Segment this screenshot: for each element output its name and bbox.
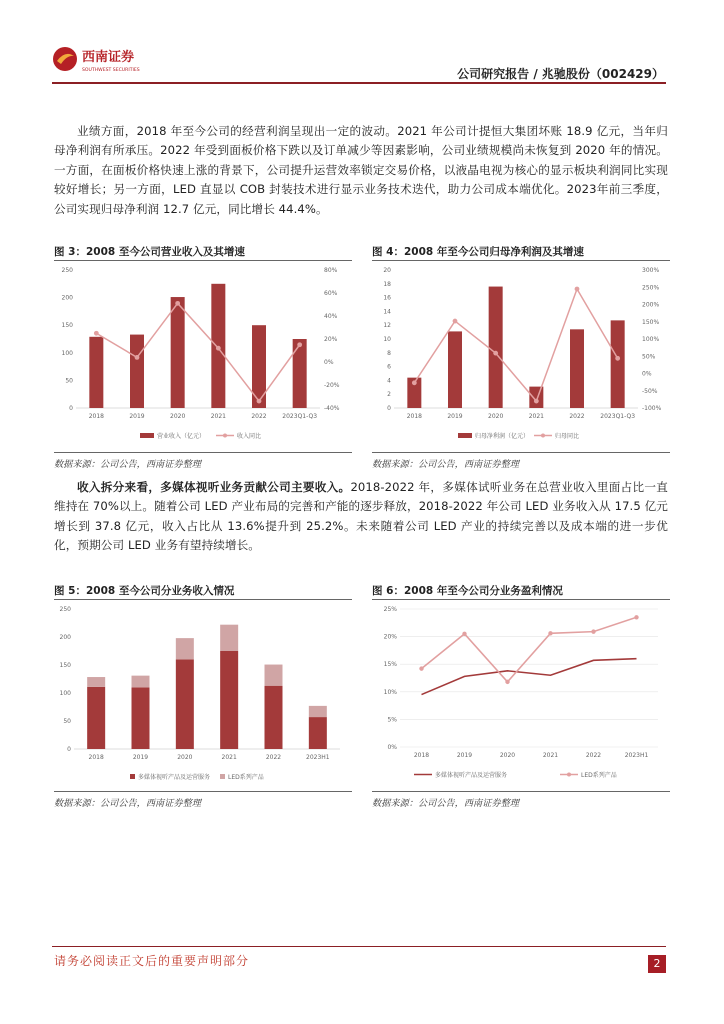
growth-point xyxy=(94,331,99,336)
y2-tick-label: 0% xyxy=(642,370,652,378)
y-tick-label: 10% xyxy=(383,688,397,696)
bar-multimedia xyxy=(132,687,150,749)
bar xyxy=(489,287,503,408)
x-tick-label: 2018 xyxy=(88,413,104,420)
y-tick-label: 50 xyxy=(65,377,73,385)
y2-tick-label: 50% xyxy=(642,353,656,361)
y-tick-label: 8 xyxy=(387,349,391,357)
x-tick-label: 2020 xyxy=(488,413,504,420)
fig6-bottom-rule xyxy=(372,791,670,792)
y-tick-label: 250 xyxy=(61,267,73,274)
y2-tick-label: -50% xyxy=(642,387,658,395)
fig6-title-rule xyxy=(372,599,670,600)
y2-tick-label: 200% xyxy=(642,301,660,309)
bar-led xyxy=(265,665,283,686)
x-tick-label: 2023Q1-Q3 xyxy=(282,413,318,420)
y-tick-label: 6 xyxy=(387,363,391,371)
bar xyxy=(293,339,307,408)
bar-multimedia xyxy=(265,686,283,749)
x-tick-label: 2022 xyxy=(251,413,267,420)
y-tick-label: 2 xyxy=(387,391,391,399)
bar xyxy=(529,387,543,408)
x-tick-label: 2019 xyxy=(132,754,149,761)
bar-multimedia xyxy=(87,687,105,749)
page-number: 2 xyxy=(648,955,666,973)
y-tick-label: 12 xyxy=(383,322,391,330)
y2-tick-label: 250% xyxy=(642,284,660,292)
led-margin-point xyxy=(548,631,552,635)
fig4-title-rule xyxy=(372,260,670,261)
growth-point xyxy=(257,399,262,404)
legend-swatch-dot xyxy=(223,434,227,438)
y-tick-label: 4 xyxy=(387,377,391,385)
y2-tick-label: -100% xyxy=(642,405,662,412)
y2-tick-label: 20% xyxy=(324,336,338,343)
growth-point xyxy=(135,355,140,360)
y2-tick-label: 80% xyxy=(324,267,338,274)
fig6-title: 图 6：2008 年至今公司分业务盈利情况 xyxy=(372,585,563,597)
bar xyxy=(570,329,584,408)
fig5-segment-revenue-chart xyxy=(54,601,352,789)
y2-tick-label: 40% xyxy=(324,313,338,320)
x-tick-label: 2021 xyxy=(542,752,559,759)
y-tick-label: 250 xyxy=(59,606,71,613)
growth-point xyxy=(575,287,580,292)
fig3-title-rule xyxy=(54,260,352,261)
fig3-revenue-chart xyxy=(54,262,352,450)
bar xyxy=(171,297,185,408)
legend-label: 多媒体视听产品及运营服务 xyxy=(435,772,508,779)
x-tick-label: 2018 xyxy=(413,752,430,759)
y-tick-label: 16 xyxy=(383,294,391,302)
fig5-title: 图 5：2008 至今公司分业务收入情况 xyxy=(54,585,235,597)
led-margin-point xyxy=(591,629,595,633)
logo-text: 西南证券 xyxy=(82,50,135,65)
fig4-title: 图 4：2008 年至今公司归母净利润及其增速 xyxy=(372,246,584,258)
paragraph-earnings: 业绩方面，2018 年至今公司的经营利润呈现出一定的波动。2021 年公司计提恒大集团坏账 18.9 亿元，当年归母净利润有所承压。2022 年受到面板价格下跌以及订单减少等因素影响，公司业绩规模尚未恢复到 2020 年的情况。一方面，在面板价格快速上涨的背景下，公司提升运营效率锁定交易价格，以液晶电视为核心的显示板块利润同比实现较好增长；另一方面，LED 直显以 COB 封装技术进行显示业务技术迭代，助力公司成本端优化。2023年前三季度，公司实现归母净利润 12.7 亿元，同比增长 44.4%。 xyxy=(54,124,668,216)
growth-point xyxy=(615,356,620,361)
x-tick-label: 2021 xyxy=(528,413,544,420)
x-tick-label: 2023H1 xyxy=(306,754,330,761)
growth-point xyxy=(216,346,221,351)
y-tick-label: 200 xyxy=(61,294,73,302)
paragraph-revenue-split xyxy=(54,478,668,556)
legend-label: LED系列产品 xyxy=(581,772,617,779)
bar-multimedia xyxy=(309,717,327,749)
legend-swatch-led xyxy=(220,774,225,779)
y-tick-label: 20% xyxy=(383,633,397,641)
fig3-bottom-rule xyxy=(54,452,352,453)
x-tick-label: 2021 xyxy=(210,413,226,420)
footer-divider xyxy=(52,946,666,947)
led-margin-point xyxy=(419,666,423,670)
bar-multimedia xyxy=(220,651,238,749)
led-margin-point xyxy=(505,680,509,684)
x-tick-label: 2021 xyxy=(221,754,237,761)
fig4-source: 数据来源：公司公告，西南证券整理 xyxy=(372,459,519,470)
y-tick-label: 0 xyxy=(387,405,391,412)
x-tick-label: 2023Q1-Q3 xyxy=(600,413,636,420)
y-tick-label: 0 xyxy=(67,746,71,753)
y-tick-label: 0% xyxy=(387,744,397,751)
fig3-title: 图 3：2008 至今公司营业收入及其增速 xyxy=(54,246,245,258)
growth-point xyxy=(493,351,498,356)
y-tick-label: 18 xyxy=(383,280,391,288)
bar-led xyxy=(132,676,150,688)
fig5-source: 数据来源：公司公告，西南证券整理 xyxy=(54,798,201,809)
legend-label: 归母同比 xyxy=(555,433,580,440)
paragraph-revenue-split-lead: 收入拆分来看，多媒体视听业务贡献公司主要收入。 xyxy=(77,480,351,494)
fig4-bottom-rule xyxy=(372,452,670,453)
disclaimer-notice: 请务必阅读正文后的重要声明部分 xyxy=(54,954,250,968)
y2-tick-label: 300% xyxy=(642,267,660,274)
y-tick-label: 10 xyxy=(383,336,391,343)
x-tick-label: 2019 xyxy=(447,413,463,420)
fig5-bottom-rule xyxy=(54,791,352,792)
fig4-netprofit-chart xyxy=(372,262,670,450)
y2-tick-label: 150% xyxy=(642,318,660,326)
legend-swatch-dot xyxy=(541,434,545,438)
bar xyxy=(89,337,103,408)
x-tick-label: 2020 xyxy=(177,754,193,761)
growth-point xyxy=(297,342,302,347)
y2-tick-label: 100% xyxy=(642,336,660,343)
x-tick-label: 2022 xyxy=(265,754,282,761)
y2-tick-label: -20% xyxy=(324,382,340,389)
y-tick-label: 5% xyxy=(387,716,397,724)
y2-tick-label: 60% xyxy=(324,290,338,297)
growth-line xyxy=(96,303,299,401)
legend-label: 收入同比 xyxy=(237,433,262,440)
y-tick-label: 20 xyxy=(383,267,391,274)
bar-led xyxy=(87,677,105,687)
bar xyxy=(130,335,144,408)
growth-line xyxy=(414,289,617,401)
led-margin-line xyxy=(422,617,637,682)
paragraph-revenue-split-body: 2018-2022 年，多媒体试听业务在总营业收入里面占比一直维持在 70%以上。随着公司 LED 产业布局的完善和产能的逐步释放，2018-2022 年公司 LED 业务收入从 17.5 亿元增长到 37.8 亿元，收入占比从 13.6%提升到 25.2%。未来随着公司 LED 产业的持续完善以及成本端的进一步优化，预期公司 LED 业务有望持续增长。 xyxy=(54,480,668,553)
bar-led xyxy=(220,625,238,651)
fig5-title-rule xyxy=(54,599,352,600)
y-tick-label: 50 xyxy=(63,718,71,725)
x-tick-label: 2019 xyxy=(456,752,473,759)
x-tick-label: 2018 xyxy=(88,754,104,761)
x-tick-label: 2019 xyxy=(129,413,145,420)
x-tick-label: 2023H1 xyxy=(624,752,649,759)
bar-led xyxy=(176,638,194,659)
y-tick-label: 150 xyxy=(59,662,71,669)
bar-led xyxy=(309,706,327,717)
y-tick-label: 0 xyxy=(69,405,73,412)
legend-label: 归母净利润（亿元） xyxy=(475,433,530,440)
legend-swatch-bar xyxy=(140,433,154,438)
company-logo xyxy=(52,44,152,74)
bar xyxy=(611,320,625,408)
y-tick-label: 100 xyxy=(61,349,73,357)
x-tick-label: 2018 xyxy=(406,413,422,420)
growth-point xyxy=(412,380,417,385)
growth-point xyxy=(175,301,180,306)
legend-label: LED系列产品 xyxy=(228,774,264,781)
legend-swatch-multimedia xyxy=(130,774,135,779)
header-divider xyxy=(52,82,666,84)
led-margin-point xyxy=(634,615,638,619)
y-tick-label: 14 xyxy=(383,308,391,316)
y2-tick-label: 0% xyxy=(324,359,334,366)
fig6-source: 数据来源：公司公告，西南证券整理 xyxy=(372,798,519,809)
report-header-title: 公司研究报告 / 兆驰股份（002429） xyxy=(457,67,664,81)
x-tick-label: 2020 xyxy=(499,752,516,759)
bar xyxy=(448,331,462,408)
led-margin-point xyxy=(462,632,466,636)
y-tick-label: 15% xyxy=(383,661,397,669)
legend-label: 多媒体视听产品及运营服务 xyxy=(138,774,211,781)
fig6-segment-margin-chart xyxy=(372,601,670,789)
legend-swatch-bar xyxy=(458,433,472,438)
bar-multimedia xyxy=(176,659,194,749)
growth-point xyxy=(453,319,458,324)
y2-tick-label: -40% xyxy=(324,405,340,412)
y-tick-label: 200 xyxy=(59,634,71,641)
legend-swatch-led-dot xyxy=(567,773,571,777)
y-tick-label: 100 xyxy=(59,690,71,697)
fig3-source: 数据来源：公司公告，西南证券整理 xyxy=(54,459,201,470)
x-tick-label: 2022 xyxy=(585,752,602,759)
logo-subtext: SOUTHWEST SECURITIES xyxy=(82,68,140,73)
growth-point xyxy=(534,399,539,404)
legend-label: 营业收入（亿元） xyxy=(157,433,206,440)
x-tick-label: 2022 xyxy=(569,413,585,420)
y-tick-label: 25% xyxy=(383,606,397,613)
y-tick-label: 150 xyxy=(61,322,73,330)
x-tick-label: 2020 xyxy=(170,413,186,420)
